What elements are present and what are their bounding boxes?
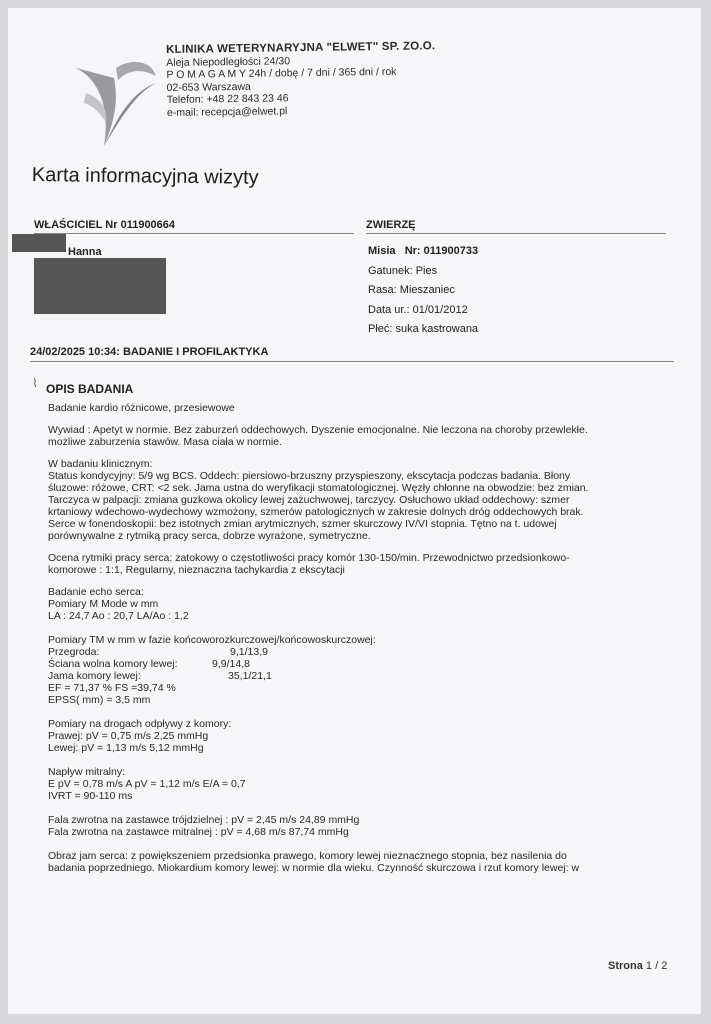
page-label: Strona (608, 960, 643, 972)
text-line: W badaniu klinicznym: (48, 458, 153, 470)
measurement-value: 35,1/21,1 (228, 670, 272, 682)
text-line: Badanie echo serca: (48, 586, 144, 598)
clinic-email: e-mail: recepcja@elwet.pl (166, 104, 288, 119)
text-line: EPSS( mm) = 3,5 mm (48, 694, 151, 706)
owner-name: Hanna (68, 246, 102, 258)
measurement-label: Ściana wolna komory lewej: (48, 658, 178, 670)
redaction-block (34, 258, 166, 314)
document-title: Karta informacyjna wizyty (31, 164, 259, 189)
text-line: Serce w fonendoskopii: bez istotnych zmian arytmicznych, szmer skurczowy IV/VI stopnia. Tętno na t. udowej (48, 518, 557, 530)
measurement-row (48, 658, 688, 670)
text-line: Fala zwrotna na zastawce mitralnej : pV = 4,68 m/s 87,74 mmHg (48, 826, 349, 838)
text-line: krtaniowy wdechowo-wydechowy wzmożony, szmerów patologicznych w zakresie dolnych dróg oddechowych brak. (48, 506, 584, 518)
measurement-row (48, 646, 688, 658)
clinic-phone: Telefon: +48 22 843 23 46 (166, 92, 289, 106)
redaction-block (12, 234, 66, 252)
text-line: Badanie kardio różnicowe, przesiewowe (48, 402, 235, 414)
text-line: Pomiary TM w mm w fazie końcoworozkurczowej/końcowoskurczowej: (48, 634, 376, 646)
text-line: EF = 71,37 % FS =39,74 % (48, 682, 176, 694)
page-indicator (608, 960, 667, 972)
text-line: Obraz jam serca: z powiększeniem przedsionka prawego, komory lewej nieznacznego stopnia, bez nasilenia do (48, 850, 567, 862)
text-line: śluzowe: różowe, CRT: <2 sek. Jama ustna do weryfikacji stomatologicznej. Węzły chłonne na obwodzie: bez zmian. (48, 482, 589, 494)
animal-sex: Płeć: suka kastrowana (368, 323, 479, 335)
visit-header: 24/02/2025 10:34: BADANIE I PROFILAKTYKA (30, 346, 674, 362)
text-line: badania poprzedniego. Miokardium komory lewej: w normie dla wieku. Czynność skurczowa i rzut komory lewej: w (48, 862, 580, 874)
text-line: Ocena rytmiki pracy serca: zatokowy o częstotliwości pracy komór 130-150/min. Przewodnictwo przedsionkowo- (48, 552, 570, 564)
text-line: komorowe : 1:1, Regularny, nieznaczna tachykardia z ekscytacji (48, 564, 345, 576)
text-line: Pomiary na drogach odpływy z komory: (48, 718, 232, 730)
text-line: Tarczyca w palpacji: zmiana guzkowa okolicy lewej zażuchwowej, tarczycy. Osłuchowo układ oddechowy: szmer (48, 494, 570, 506)
owner-header: WŁAŚCICIEL Nr 011900664 (34, 219, 354, 234)
text-line: LA : 24,7 Ao : 20,7 LA/Ao : 1,2 (48, 610, 189, 622)
animal-breed: Rasa: Mieszaniec (368, 284, 455, 296)
section-title: OPIS BADANIA (46, 382, 134, 396)
page-number: 1 (645, 960, 653, 972)
text-line: Napływ mitralny: (48, 766, 126, 778)
animal-header: ZWIERZĘ (366, 219, 666, 234)
document-page (8, 8, 701, 1014)
clinic-logo (56, 48, 166, 158)
text-line: Lewej: pV = 1,13 m/s 5,12 mmHg (48, 742, 204, 754)
exam-description (48, 402, 688, 874)
paperclip-icon: ⌇ (32, 376, 38, 390)
animal-species: Gatunek: Pies (368, 264, 438, 277)
text-line: Status kondycyjny: 5/9 wg BCS. Oddech: piersiowo-brzuszny przyspieszony, ekscytacja podczas badania. Błony (48, 470, 571, 482)
clinic-hours: P O M A G A M Y 24h / dobę / 7 dni / 365 dni / rok (166, 65, 397, 81)
text-line: Wywiad : Apetyt w normie. Bez zaburzeń oddechowych. Dyszenie emocjonalne. Nie leczona na choroby przewlekłe. (48, 424, 588, 436)
text-line: porównywalne z rytmiką pracy serca, dobrze wyrażone, symetryczne. (48, 530, 371, 542)
measurement-row (48, 670, 688, 682)
measurement-label: Przegroda: (48, 646, 100, 658)
text-line: E pV = 0,78 m/s A pV = 1,12 m/s E/A = 0,7 (48, 778, 246, 790)
measurement-value: 9,1/13,9 (230, 646, 268, 658)
text-line: Pomiary M Mode w mm (48, 598, 159, 610)
animal-name: Misia (368, 245, 396, 257)
animal-info (368, 242, 478, 340)
text-line: Fala zwrotna na zastawce trójdzielnej : pV = 2,45 m/s 24,89 mmHg (48, 814, 360, 826)
clinic-header (166, 40, 436, 119)
animal-birth-date: Data ur.: 01/01/2012 (368, 303, 468, 316)
text-line: Prawej: pV = 0,75 m/s 2,25 mmHg (48, 730, 209, 742)
measurement-label: Jama komory lewej: (48, 670, 141, 682)
text-line: możliwe zaburzenia stawów. Masa ciała w normie. (48, 436, 283, 448)
page-total: / 2 (655, 960, 668, 972)
animal-number: Nr: 011900733 (404, 245, 479, 257)
clinic-city: 02-653 Warszawa (166, 80, 251, 94)
measurement-value: 9,9/14,8 (212, 658, 250, 670)
clinic-address: Aleja Niepodległości 24/30 (166, 54, 291, 69)
text-line: IVRT = 90-110 ms (48, 790, 133, 802)
clinic-name: KLINIKA WETERYNARYJNA "ELWET" SP. ZO.O. (166, 40, 436, 56)
